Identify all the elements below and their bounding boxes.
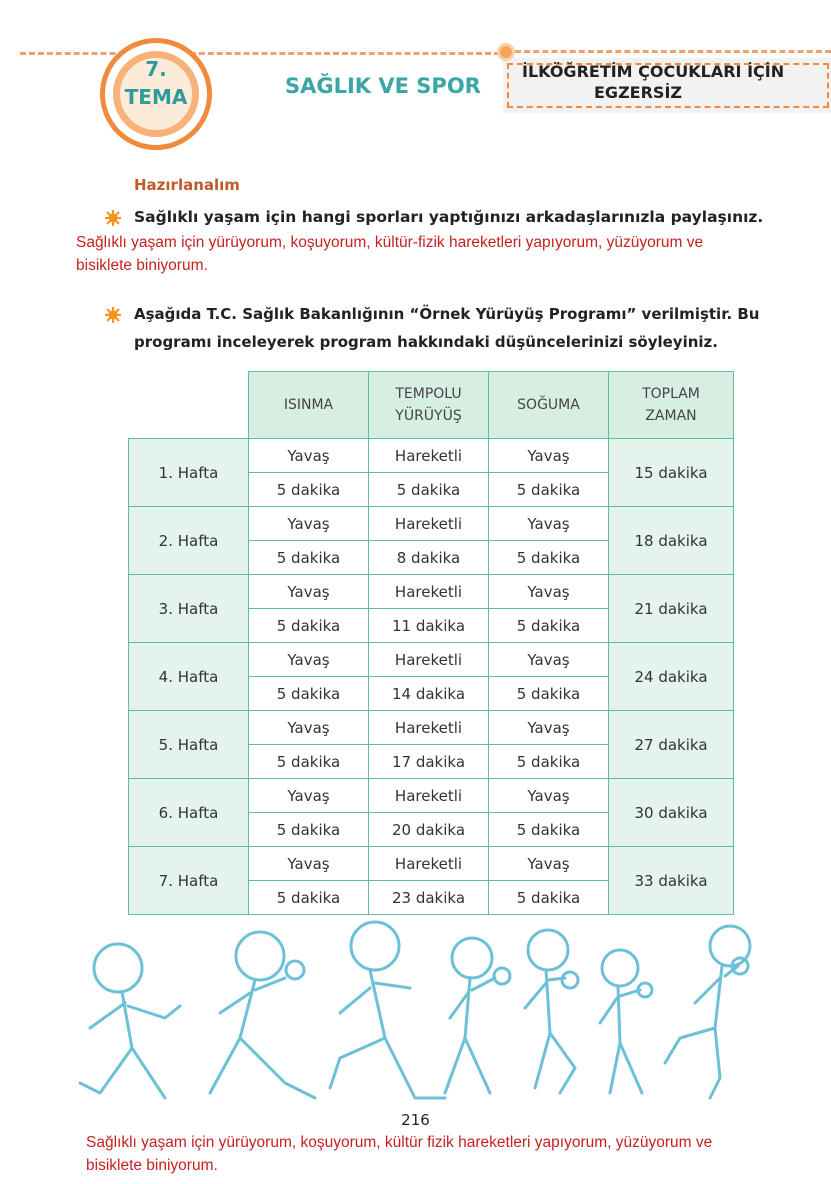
warmup-cell: Yavaş (249, 847, 369, 881)
header-dashed-line (20, 52, 500, 55)
theme-title: SAĞLIK VE SPOR (285, 74, 481, 98)
warmup-cell: Yavaş (249, 711, 369, 745)
warmup-time-cell: 5 dakika (249, 473, 369, 507)
week-cell: 5. Hafta (129, 711, 249, 779)
total-cell: 15 dakika (609, 439, 734, 507)
section-title: Hazırlanalım (134, 176, 240, 194)
tempo-time-cell: 14 dakika (369, 677, 489, 711)
tempo-cell: Hareketli (369, 847, 489, 881)
header-total (609, 372, 734, 439)
warmup-time-cell: 5 dakika (249, 541, 369, 575)
running-figure-5 (525, 930, 578, 1093)
tema-number: 7. (145, 57, 167, 81)
cooldown-cell: Yavaş (489, 575, 609, 609)
warmup-cell: Yavaş (249, 575, 369, 609)
total-cell: 30 dakika (609, 779, 734, 847)
total-cell: 27 dakika (609, 711, 734, 779)
header-total-line-1: TOPLAM (642, 386, 700, 402)
table-row (129, 575, 734, 609)
total-cell: 33 dakika (609, 847, 734, 915)
cooldown-cell: Yavaş (489, 507, 609, 541)
table-row (129, 507, 734, 541)
cooldown-time-cell: 5 dakika (489, 473, 609, 507)
warmup-time-cell: 5 dakika (249, 609, 369, 643)
cooldown-cell: Yavaş (489, 779, 609, 813)
table-header-row (129, 372, 734, 439)
cooldown-time-cell: 5 dakika (489, 609, 609, 643)
subtitle-dashed-line (515, 50, 831, 53)
tempo-time-cell: 23 dakika (369, 881, 489, 915)
cooldown-cell: Yavaş (489, 439, 609, 473)
bottom-answer-line-1: Sağlıklı yaşam için yürüyorum, koşuyorum, kültür fizik hareketleri yapıyorum, yüzüyorum ve (86, 1134, 713, 1151)
tempo-cell: Hareketli (369, 439, 489, 473)
tempo-time-cell: 20 dakika (369, 813, 489, 847)
sun-bullet-icon (105, 210, 121, 226)
table-body (129, 439, 734, 915)
warmup-cell: Yavaş (249, 507, 369, 541)
table-row (129, 711, 734, 745)
header-tempo-line-1: TEMPOLU (395, 386, 462, 402)
header-cooldown: SOĞUMA (489, 372, 609, 439)
tempo-cell: Hareketli (369, 643, 489, 677)
tempo-cell: Hareketli (369, 507, 489, 541)
week-cell: 4. Hafta (129, 643, 249, 711)
table-row (129, 779, 734, 813)
tempo-cell: Hareketli (369, 779, 489, 813)
sun-bullet-icon (105, 307, 121, 323)
question-2-line-2: programı inceleyerek program hakkındaki düşüncelerinizi söyleyiniz. (134, 333, 718, 351)
answer-1-line-2: bisiklete biniyorum. (76, 257, 208, 274)
week-cell: 2. Hafta (129, 507, 249, 575)
warmup-time-cell: 5 dakika (249, 745, 369, 779)
page-number: 216 (401, 1111, 430, 1129)
running-figure-2 (210, 932, 315, 1098)
week-cell: 6. Hafta (129, 779, 249, 847)
running-figures-illustration (70, 918, 760, 1118)
bottom-answer-line-2: bisiklete biniyorum. (86, 1157, 218, 1174)
table-row (129, 847, 734, 881)
total-cell: 18 dakika (609, 507, 734, 575)
running-figure-7 (665, 926, 750, 1098)
header-tempo-line-2: YÜRÜYÜŞ (395, 408, 462, 424)
header-total-line-2: ZAMAN (645, 408, 697, 424)
tema-label: TEMA (124, 85, 188, 109)
total-cell: 24 dakika (609, 643, 734, 711)
cooldown-time-cell: 5 dakika (489, 541, 609, 575)
cooldown-time-cell: 5 dakika (489, 745, 609, 779)
subtitle-line-2: EGZERSİZ (594, 83, 682, 102)
tempo-time-cell: 11 dakika (369, 609, 489, 643)
cooldown-cell: Yavaş (489, 711, 609, 745)
week-cell: 7. Hafta (129, 847, 249, 915)
warmup-cell: Yavaş (249, 439, 369, 473)
walking-figure-1 (80, 944, 180, 1098)
tempo-cell: Hareketli (369, 711, 489, 745)
tempo-cell: Hareketli (369, 575, 489, 609)
question-1: Sağlıklı yaşam için hangi sporları yaptığınızı arkadaşlarınızla paylaşınız. (134, 208, 764, 226)
week-cell: 1. Hafta (129, 439, 249, 507)
cooldown-time-cell: 5 dakika (489, 881, 609, 915)
walking-program-table (128, 371, 734, 915)
warmup-cell: Yavaş (249, 779, 369, 813)
cooldown-cell: Yavaş (489, 643, 609, 677)
running-figure-4 (445, 938, 510, 1093)
cooldown-time-cell: 5 dakika (489, 677, 609, 711)
warmup-cell: Yavaş (249, 643, 369, 677)
running-figure-3 (330, 922, 445, 1098)
orange-dot-icon (497, 43, 515, 61)
question-2-line-1: Aşağıda T.C. Sağlık Bakanlığının “Örnek Yürüyüş Programı” verilmiştir. Bu (134, 305, 760, 323)
tempo-time-cell: 17 dakika (369, 745, 489, 779)
week-cell: 3. Hafta (129, 575, 249, 643)
table-row (129, 643, 734, 677)
answer-1-line-1: Sağlıklı yaşam için yürüyorum, koşuyorum, kültür-fizik hareketleri yapıyorum, yüzüyorum ve (76, 234, 704, 251)
total-cell: 21 dakika (609, 575, 734, 643)
header-warmup: ISINMA (249, 372, 369, 439)
tempo-time-cell: 8 dakika (369, 541, 489, 575)
table-corner (129, 372, 249, 439)
running-figure-6 (600, 950, 652, 1093)
warmup-time-cell: 5 dakika (249, 677, 369, 711)
header-tempo (369, 372, 489, 439)
subtitle-line-1: İLKÖĞRETİM ÇOCUKLARI İÇİN (522, 62, 785, 81)
warmup-time-cell: 5 dakika (249, 881, 369, 915)
tempo-time-cell: 5 dakika (369, 473, 489, 507)
cooldown-time-cell: 5 dakika (489, 813, 609, 847)
table-row (129, 439, 734, 473)
warmup-time-cell: 5 dakika (249, 813, 369, 847)
cooldown-cell: Yavaş (489, 847, 609, 881)
